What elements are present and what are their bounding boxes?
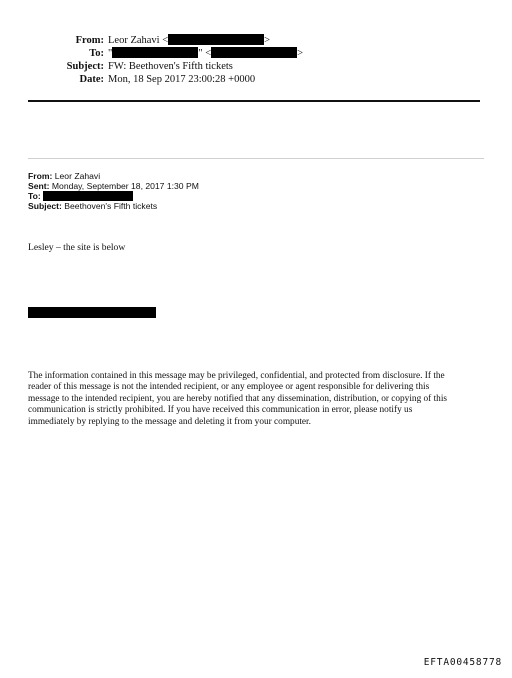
header-date-value: Mon, 18 Sep 2017 23:00:28 +0000 [108,74,256,85]
redaction-block [168,34,264,45]
forwarded-sent-value: Monday, September 18, 2017 1:30 PM [51,181,199,191]
disclaimer-line: reader of this message is not the intended recipient, or any employee or agent responsible for delivering this [28,382,430,393]
forwarded-subject-row [28,201,157,212]
disclaimer-line: The information contained in this message may be privileged, confidential, and protected from disclosure. If the [28,371,445,381]
forwarded-from-value: Leor Zahavi [54,171,101,181]
header-to-close: > [297,48,304,59]
forwarded-from-row [28,171,100,182]
header-date-label: Date: [79,74,104,85]
header-to-value [108,47,303,60]
header-divider [28,100,480,102]
forwarded-from-label: From: [28,171,53,181]
header-subject-value: FW: Beethoven's Fifth tickets [108,61,233,72]
bates-number: EFTA00458778 [423,657,502,668]
header-from-value [108,34,270,47]
header-from-close: > [264,35,271,46]
redacted-link-block [28,307,156,318]
header-to-open: " [108,48,113,59]
forward-divider [28,158,484,159]
disclaimer-line: communication is strictly prohibited. If you have received this communication in error, please notify us [28,405,413,416]
header-subject-label: Subject: [66,61,104,72]
header-from-name: Leor Zahavi < [108,35,169,46]
forwarded-to-row [28,191,133,202]
message-greeting: Lesley – the site is below [28,242,126,253]
forwarded-sent-label: Sent: [28,181,50,191]
header-from-label: From: [75,35,104,46]
forwarded-sent-row [28,181,199,192]
redaction-block [112,47,198,58]
disclaimer-line: message to the intended recipient, you are hereby notified that any dissemination, distribution, or copying of this [28,393,448,404]
forwarded-subject-label: Subject: [28,201,62,211]
redaction-block [43,191,133,201]
header-to-mid: " < [198,48,212,59]
redaction-block [211,47,297,58]
forwarded-subject-value: Beethoven's Fifth tickets [64,201,158,211]
header-to-label: To: [89,48,104,59]
confidentiality-disclaimer [28,371,486,428]
disclaimer-line: immediately by replying to the message and deleting it from your computer. [28,416,311,427]
forwarded-to-label: To: [28,191,41,201]
